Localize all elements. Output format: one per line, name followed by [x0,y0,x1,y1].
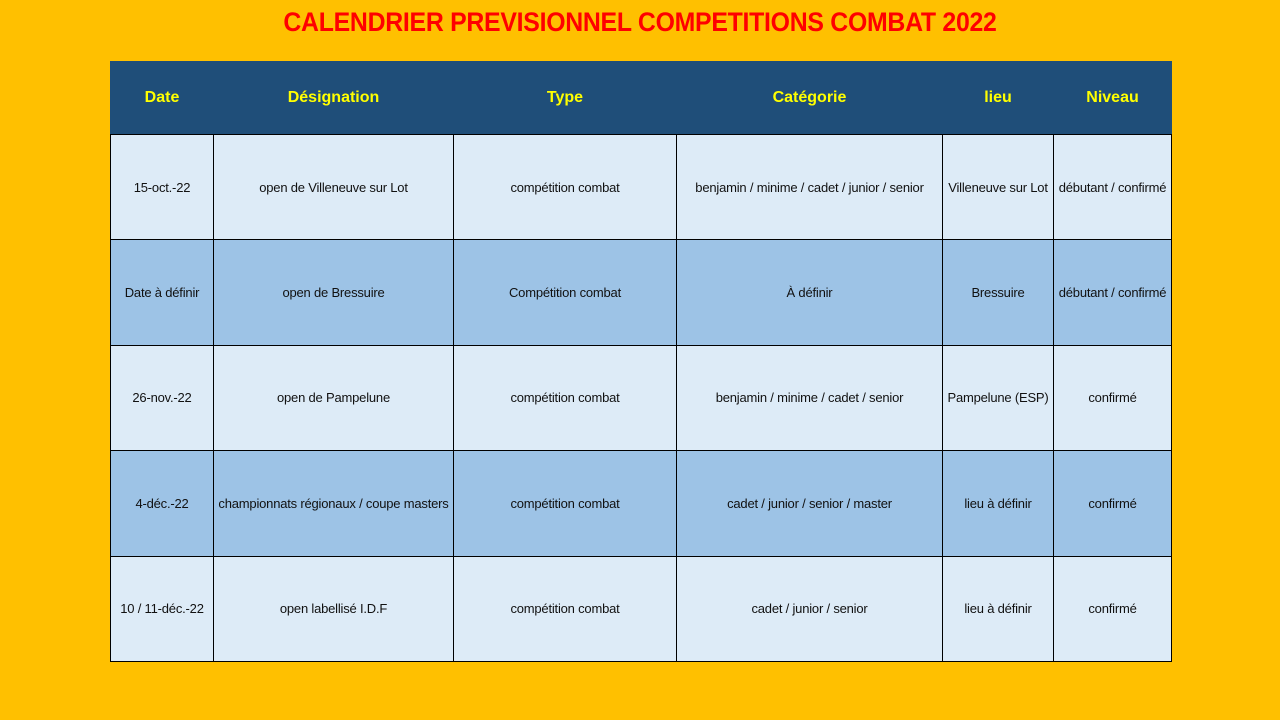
cell-categorie: cadet / junior / senior / master [677,451,943,556]
cell-date: 26-nov.-22 [111,345,214,450]
cell-date: Date à définir [111,240,214,345]
table-header-row [111,62,1172,135]
table-row [111,240,1172,345]
cell-niveau: confirmé [1054,451,1172,556]
cell-lieu: Pampelune (ESP) [943,345,1054,450]
cell-lieu: lieu à définir [943,451,1054,556]
cell-date: 10 / 11-déc.-22 [111,556,214,661]
cell-designation: championnats régionaux / coupe masters [214,451,454,556]
cell-type: compétition combat [454,451,677,556]
cell-type: compétition combat [454,345,677,450]
cell-niveau: débutant / confirmé [1054,240,1172,345]
cell-niveau: débutant / confirmé [1054,135,1172,240]
header-niveau: Niveau [1054,62,1172,135]
cell-lieu: Bressuire [943,240,1054,345]
cell-date: 4-déc.-22 [111,451,214,556]
cell-designation: open de Bressuire [214,240,454,345]
header-date: Date [111,62,214,135]
cell-designation: open de Villeneuve sur Lot [214,135,454,240]
cell-type: compétition combat [454,135,677,240]
table-row [111,345,1172,450]
header-designation: Désignation [214,62,454,135]
cell-niveau: confirmé [1054,556,1172,661]
cell-categorie: cadet / junior / senior [677,556,943,661]
cell-categorie: benjamin / minime / cadet / junior / senior [677,135,943,240]
header-categorie: Catégorie [677,62,943,135]
header-lieu: lieu [943,62,1054,135]
cell-categorie: benjamin / minime / cadet / senior [677,345,943,450]
cell-date: 15-oct.-22 [111,135,214,240]
table-row [111,135,1172,240]
cell-categorie: À définir [677,240,943,345]
cell-lieu: lieu à définir [943,556,1054,661]
cell-type: Compétition combat [454,240,677,345]
cell-designation: open labellisé I.D.F [214,556,454,661]
table-row [111,556,1172,661]
cell-type: compétition combat [454,556,677,661]
header-type: Type [454,62,677,135]
cell-niveau: confirmé [1054,345,1172,450]
cell-lieu: Villeneuve sur Lot [943,135,1054,240]
page-title: CALENDRIER PREVISIONNEL COMPETITIONS COMBAT 2022 [283,7,997,37]
table-row [111,451,1172,556]
cell-designation: open de Pampelune [214,345,454,450]
competition-calendar-table [110,61,1172,662]
